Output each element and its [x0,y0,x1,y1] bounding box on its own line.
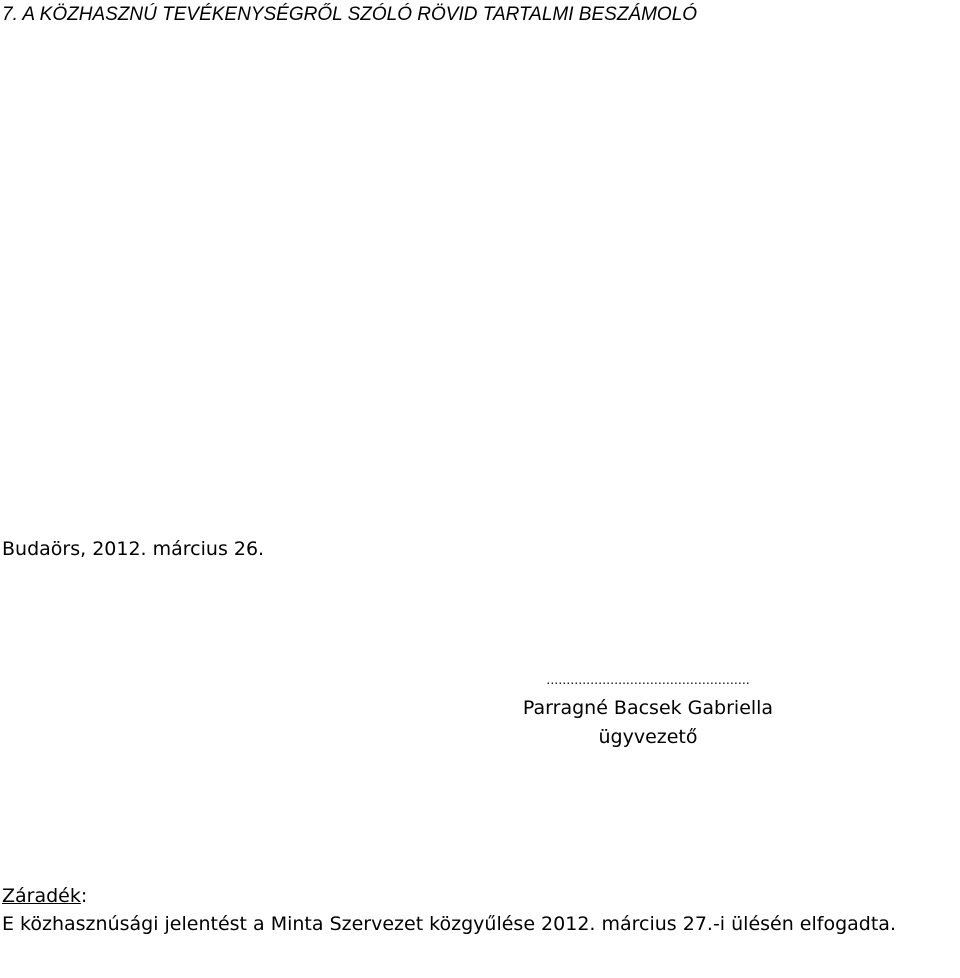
clause-title-colon: : [80,885,88,907]
clause-title-text: Záradék [2,885,81,907]
place-date: Budaörs, 2012. március 26. [2,538,265,560]
signature-block [474,672,822,752]
clause-text: E közhasznúsági jelentést a Minta Szervezet közgyűlése 2012. március 27.-i ülésén elfogadta. [2,913,896,935]
clause-title [2,882,958,910]
clause-section [2,882,958,938]
signatory-name: Parragné Bacsek Gabriella [522,697,774,719]
signatory-role: ügyvezető [598,726,698,748]
signature-line: ……….……….…………………………. [546,673,750,687]
section-heading: 7. A KÖZHASZNÚ TEVÉKENYSÉGRŐL SZÓLÓ RÖVID TARTALMI BESZÁMOLÓ [2,4,698,25]
